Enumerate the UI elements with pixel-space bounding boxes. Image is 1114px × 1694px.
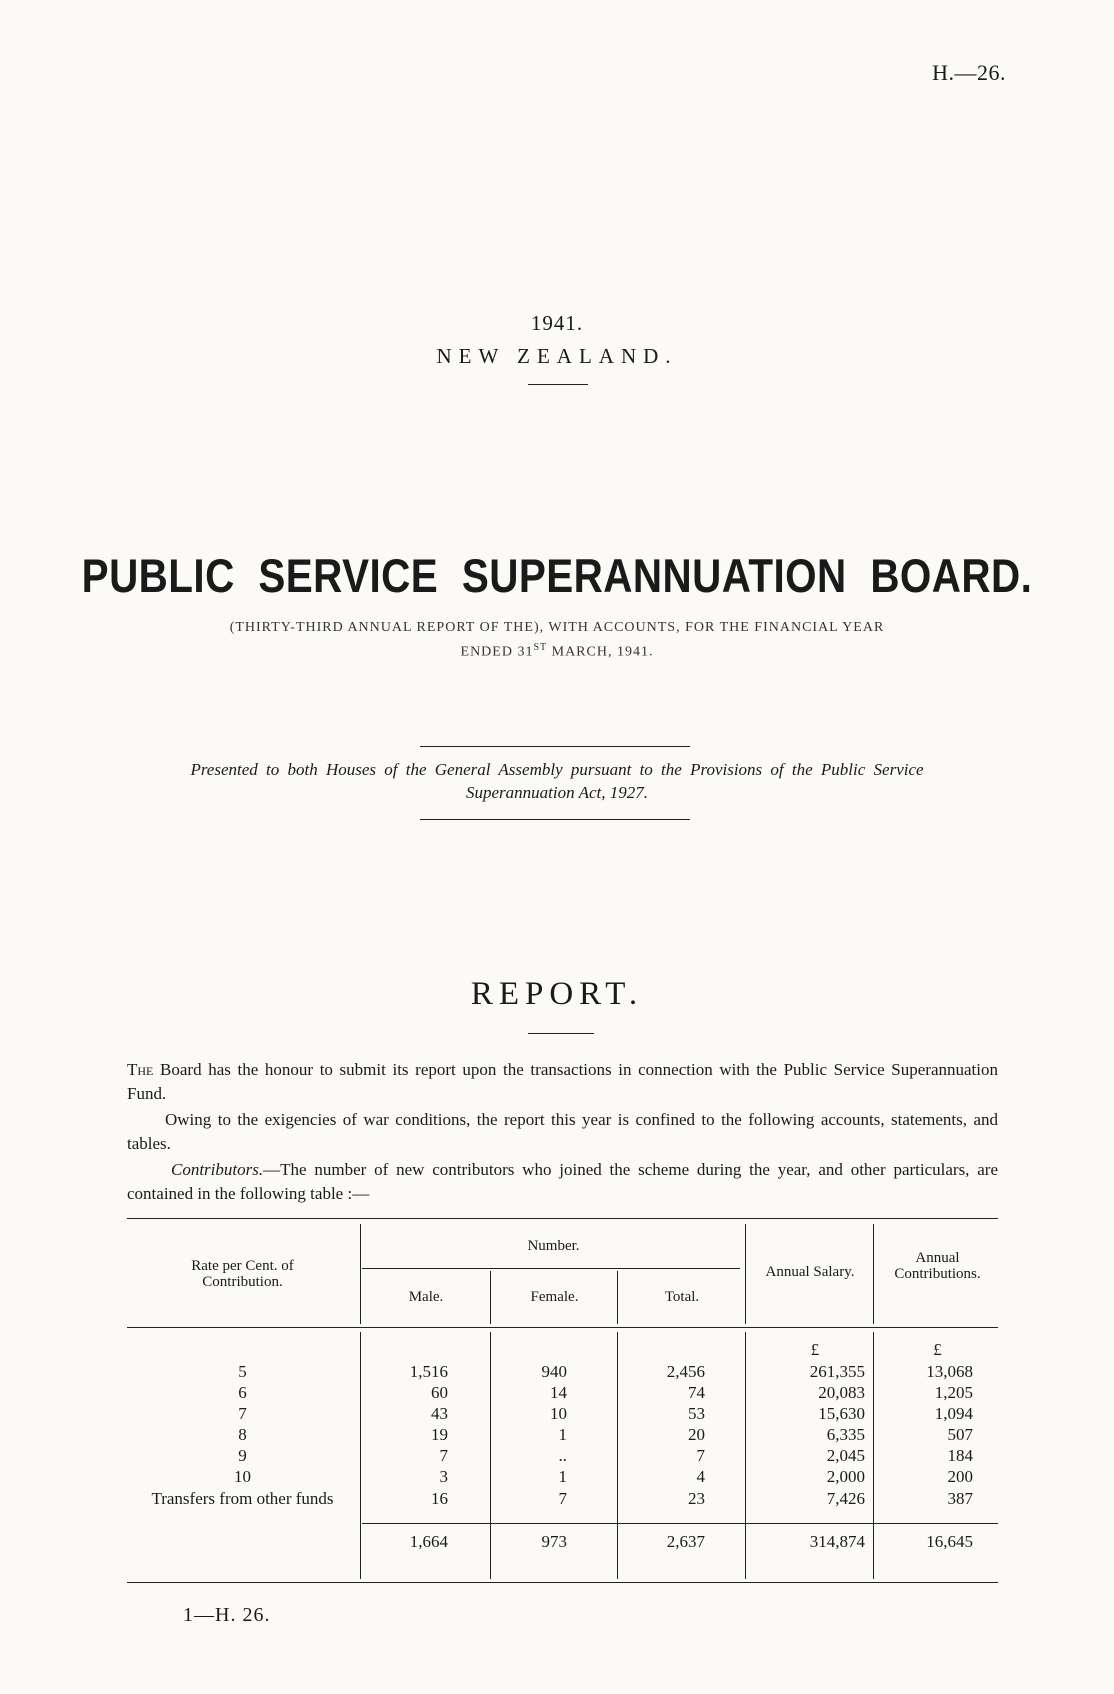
presented-line-1: Presented to both Houses of the General Assembly pursuant to the Provisions of the Public Service — [190, 760, 924, 779]
cell-rate: 7 — [238, 1404, 247, 1423]
column-rule — [745, 1224, 746, 1324]
cell-total: 20 — [688, 1425, 705, 1444]
paragraph-text: Board has the honour to submit its report upon the transactions in connection with the Public Service Superannuation Fund. — [127, 1060, 998, 1103]
divider-rule — [528, 1033, 594, 1034]
table-top-rule — [127, 1218, 998, 1219]
subtitle-line-1: (THIRTY-THIRD ANNUAL REPORT OF THE), WITH ACCOUNTS, FOR THE FINANCIAL YEAR — [229, 620, 885, 635]
cell-salary: 2,045 — [826, 1446, 865, 1465]
footer-signature: 1—H. 26. — [183, 1604, 271, 1626]
cell-rate: Transfers from other funds — [151, 1489, 334, 1508]
cell-salary: 2,000 — [826, 1467, 865, 1486]
cell-total: 53 — [688, 1404, 705, 1423]
subtitle-part-a: ENDED 31 — [460, 644, 534, 660]
paragraph-text: Owing to the exigencies of war conditions, the report this year is confined to the following accounts, statements, and tables. — [127, 1110, 998, 1153]
cell-rate: 8 — [238, 1425, 247, 1444]
cell-rate: 5 — [238, 1362, 247, 1381]
column-rule — [873, 1224, 874, 1324]
cell-salary: 6,335 — [826, 1425, 865, 1444]
cell-contributions: 1,205 — [934, 1383, 973, 1402]
cell-rate: 6 — [238, 1383, 247, 1402]
cell-male: 60 — [431, 1383, 448, 1402]
cell-female: 10 — [550, 1404, 567, 1423]
total-contributions: 16,645 — [926, 1532, 973, 1551]
paragraph-2 — [127, 1108, 998, 1156]
cell-salary: 15,630 — [818, 1404, 865, 1423]
cell-male: 1,516 — [409, 1362, 448, 1381]
divider-rule — [528, 384, 588, 385]
paragraph-text: —The number of new contributors who joined the scheme during the year, and other particulars, are contained in the following table :— — [127, 1160, 998, 1203]
paragraph-1 — [127, 1058, 998, 1106]
total-male: 1,664 — [409, 1532, 448, 1551]
number-subheader-rule — [362, 1268, 740, 1269]
column-rule — [360, 1224, 361, 1324]
cell-contributions: 184 — [947, 1446, 973, 1465]
header-bottom-rule — [127, 1327, 998, 1328]
column-rule — [617, 1271, 618, 1324]
cell-female: 1 — [558, 1425, 567, 1444]
paragraph-lead: Contributors. — [171, 1160, 264, 1179]
cell-contributions: 13,068 — [926, 1362, 973, 1381]
header-number: Number. — [527, 1238, 580, 1254]
divider-rule — [420, 819, 690, 820]
cell-contributions: 200 — [947, 1467, 973, 1486]
header-female: Female. — [530, 1289, 579, 1305]
column-rule — [745, 1332, 746, 1579]
cell-contributions: 1,094 — [934, 1404, 973, 1423]
subtitle-superscript: ST — [533, 642, 548, 653]
cell-total: 4 — [696, 1467, 705, 1486]
column-rule — [617, 1332, 618, 1579]
header-annual-contributions: Annual Contributions. — [894, 1250, 981, 1282]
cell-total: 2,456 — [666, 1362, 705, 1381]
total-total: 2,637 — [666, 1532, 705, 1551]
header-annual-salary: Annual Salary. — [765, 1264, 855, 1280]
total-female: 973 — [541, 1532, 567, 1551]
cell-male: 7 — [439, 1446, 448, 1465]
cell-contributions: 387 — [947, 1489, 973, 1508]
divider-rule — [420, 746, 690, 747]
cell-contributions: 507 — [947, 1425, 973, 1444]
header-rate: Rate per Cent. of Contribution. — [191, 1258, 294, 1290]
column-rule — [360, 1332, 361, 1579]
cell-male: 3 — [439, 1467, 448, 1486]
cell-total: 74 — [688, 1383, 705, 1402]
column-rule — [873, 1332, 874, 1579]
cell-rate: 9 — [238, 1446, 247, 1465]
table-bottom-rule — [127, 1582, 998, 1583]
document-title: PUBLIC SERVICE SUPERANNUATION BOARD. — [81, 549, 1033, 602]
cell-male: 19 — [431, 1425, 448, 1444]
currency-mark-contributions: £ — [933, 1340, 942, 1359]
report-heading: REPORT. — [470, 976, 644, 1012]
currency-mark-salary: £ — [810, 1340, 820, 1359]
cell-female: 940 — [541, 1362, 567, 1381]
cell-female: 1 — [558, 1467, 567, 1486]
cell-rate: 10 — [234, 1467, 251, 1486]
cell-salary: 7,426 — [826, 1489, 865, 1508]
paragraph-lead: The — [127, 1060, 154, 1079]
cell-salary: 261,355 — [809, 1362, 865, 1381]
cell-female: 7 — [558, 1489, 567, 1508]
total-salary: 314,874 — [809, 1532, 865, 1551]
cell-male: 16 — [431, 1489, 448, 1508]
totals-rule — [362, 1523, 998, 1524]
paragraph-3 — [127, 1158, 998, 1206]
cell-female: .. — [558, 1446, 567, 1465]
cell-salary: 20,083 — [818, 1383, 865, 1402]
cell-total: 23 — [688, 1489, 705, 1508]
header-male: Male. — [408, 1289, 444, 1305]
country-name: NEW ZEALAND. — [436, 344, 678, 368]
subtitle-part-b: MARCH, 1941. — [547, 644, 654, 660]
cell-male: 43 — [431, 1404, 448, 1423]
report-year: 1941. — [530, 311, 584, 335]
header-total: Total. — [664, 1289, 700, 1305]
subtitle-line-2 — [0, 642, 1114, 661]
presented-line-2: Superannuation Act, 1927. — [466, 783, 648, 802]
column-rule — [490, 1271, 491, 1324]
cell-female: 14 — [550, 1383, 567, 1402]
page-code: H.—26. — [932, 60, 1006, 85]
column-rule — [490, 1332, 491, 1579]
cell-total: 7 — [696, 1446, 705, 1465]
